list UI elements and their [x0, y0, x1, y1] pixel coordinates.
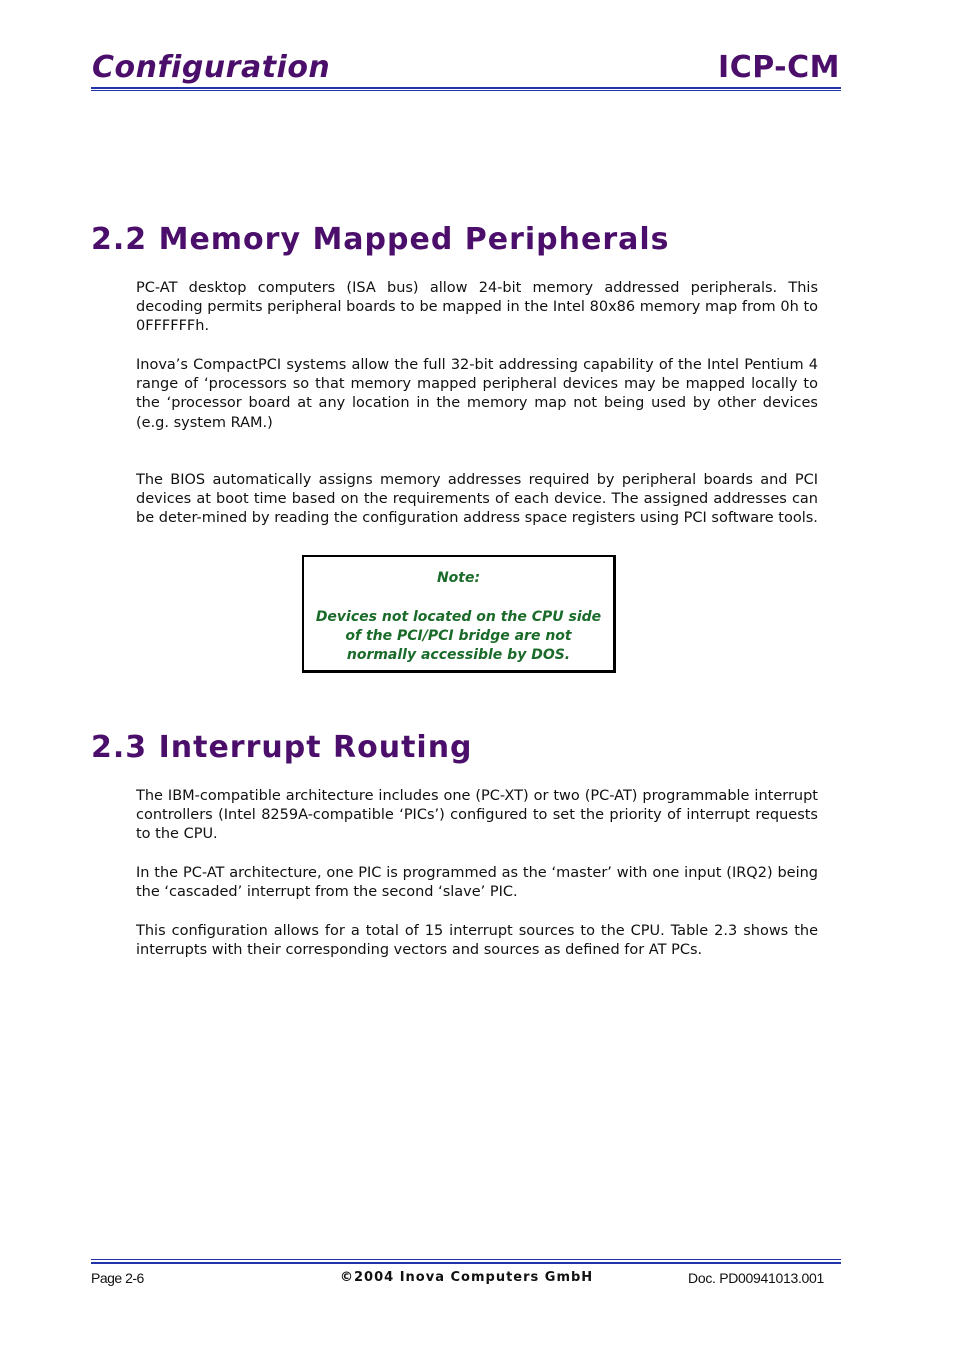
header-right-title: ICP-CM [718, 50, 840, 85]
section-title-memory: 2.2 Memory Mapped Peripherals [91, 222, 670, 257]
note-box [302, 555, 616, 673]
note-text: Devices not located on the CPU side of the PCI/PCI bridge are not normally accessible by DOS. [315, 609, 602, 663]
footer-page-number: Page 2-6 [91, 1270, 144, 1286]
note-label: Note: [436, 570, 481, 586]
paragraph: PC-AT desktop computers (ISA bus) allow 24-bit memory addressed peripherals. This decoding permits peripheral boards to be mapped in the Intel 80x86 memory map from 0h to 0FFFFFFh. [136, 280, 818, 335]
paragraph: This configuration allows for a total of 15 interrupt sources to the CPU. Table 2.3 shows the interrupts with their corresponding vectors and sources as defined for AT PCs. [136, 923, 818, 959]
paragraph: Inova’s CompactPCI systems allow the full 32-bit addressing capability of the Intel Pentium 4 range of ‘processors so that memory mapped peripheral devices may be mapped locally to the ‘processor board at any location in the memory map not being used by other devices (e.g. system RAM.) [136, 357, 818, 431]
paragraph: In the PC-AT architecture, one PIC is programmed as the ‘master’ with one input (IRQ2) being the ‘cascaded’ interrupt from the second ‘slave’ PIC. [136, 865, 818, 901]
paragraph: The BIOS automatically assigns memory addresses required by peripheral boards and PCI devices at boot time based on the requirements of each device. The assigned addresses can be deter-mined by reading the configuration address space registers using PCI software tools. [136, 472, 818, 527]
footer-copyright: ©2004 Inova Computers GmbH [340, 1270, 594, 1285]
footer-rule [91, 1262, 841, 1264]
footer-doc-number: Doc. PD00941013.001 [688, 1270, 824, 1286]
header-rule [91, 87, 841, 89]
header-left-title: Configuration [92, 50, 331, 85]
footer-rule-thin [91, 1259, 841, 1260]
header-rule-thin [91, 90, 841, 91]
section-title-interrupt: 2.3 Interrupt Routing [91, 730, 473, 765]
paragraph: The IBM-compatible architecture includes one (PC-XT) or two (PC-AT) programmable interrupt controllers (Intel 8259A-compatible ‘PICs’) configured to set the priority of interrupt requests to the CPU. [136, 788, 818, 843]
